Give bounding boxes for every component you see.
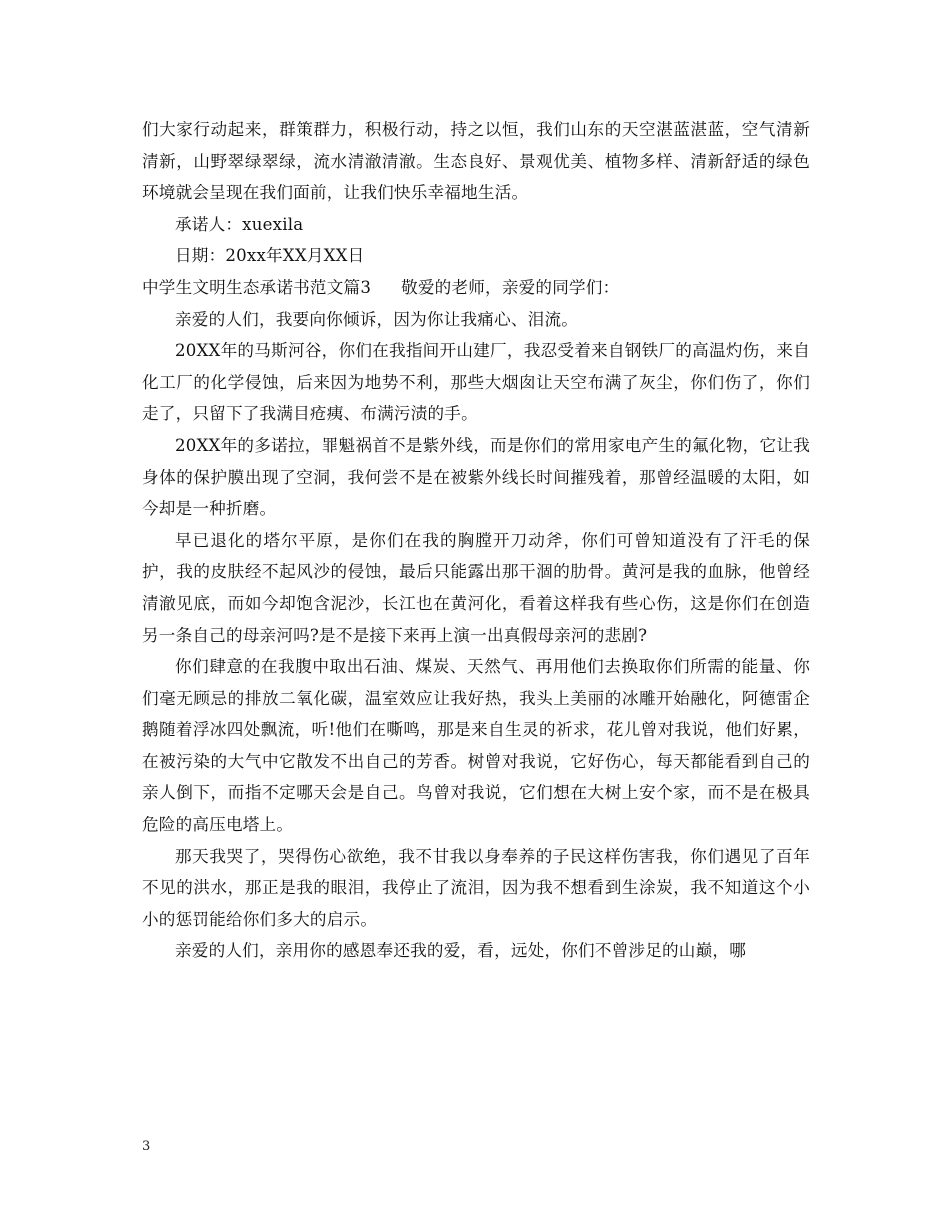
paragraph-gratitude: 亲爱的人们，亲用你的感恩奉还我的爱，看，远处，你们不曾涉足的山巅，哪 xyxy=(175,941,746,961)
paragraph-opening: 亲爱的人们，我要向你倾诉，因为你让我痛心、泪流。 xyxy=(175,309,579,329)
paragraph-donora: 20XX年的多诺拉，罪魁祸首不是紫外线，而是你们的常用家电产生的氟化物，它让我身体的保护膜出现了空洞，我何尝不是在被紫外线长时间摧残着，那曾经温暖的太阳，如今却是一种折磨。 xyxy=(142,435,810,519)
page-number: 3 xyxy=(142,1139,151,1154)
date-line: 日期：20xx年XX月XX日 xyxy=(175,246,365,266)
paragraph-flood: 那天我哭了，哭得伤心欲绝，我不甘我以身奉养的子民这样伤害我，你们遇见了百年不见的洪水，那正是我的眼泪，我停止了流泪，因为我不想看到生涂炭，我不知道这个小小的惩罚能给你们多大的启示。 xyxy=(142,846,810,929)
pledger-line: 承诺人：xuexila xyxy=(175,214,304,234)
section-title: 中学生文明生态承诺书范文篇3 xyxy=(142,277,372,297)
paragraph-fossil-fuels: 你们肆意的在我腹中取出石油、煤炭、天然气、再用他们去换取你们所需的能量、你们毫无顾忌的排放二氧化碳，温室效应让我好热，我头上美丽的冰雕开始融化，阿德雷企鹅随着浮冰四处飘流，听!他们在嘶鸣，那是来自生灵的祈求，花儿曾对我说，他们好累，在被污染的大气中它散发不出自己的芳香。树曾对我说，它好伤心，每天都能看到自己的亲人倒下，而指不定哪天会是自己。鸟曾对我说，它们想在大树上安个家，而不是在极具危险的高压电塔上。 xyxy=(142,657,810,835)
paragraph-thar-plain: 早已退化的塔尔平原，是你们在我的胸膛开刀动斧，你们可曾知道没有了汗毛的保护，我的皮肤经不起风沙的侵蚀，最后只能露出那干涸的肋骨。黄河是我的血脉，他曾经清澈见底，而如今却饱含泥沙，长江也在黄河化，看着这样我有些心伤，这是你们在创造另一条自己的母亲河吗?是不是接下来再上演一出真假母亲河的悲剧? xyxy=(142,530,810,645)
document-body xyxy=(142,114,810,967)
paragraph-closing-continuation: 们大家行动起来，群策群力，积极行动，持之以恒，我们山东的天空湛蓝湛蓝，空气清新清新，山野翠绿翠绿，流水清澈清澈。生态良好、景观优美、植物多样、清新舒适的绿色环境就会呈现在我们面前，让我们快乐幸福地生活。 xyxy=(142,120,810,203)
salutation: 敬爱的老师，亲爱的同学们： xyxy=(401,277,620,297)
section-heading-line xyxy=(142,272,810,304)
paragraph-meuse-valley: 20XX年的马斯河谷，你们在我指间开山建厂，我忍受着来自钢铁厂的高温灼伤，来自化工厂的化学侵蚀，后来因为地势不利，那些大烟囱让天空布满了灰尘，你们伤了，你们走了，只留下了我满目疮痍、布满污渍的手。 xyxy=(142,341,810,424)
